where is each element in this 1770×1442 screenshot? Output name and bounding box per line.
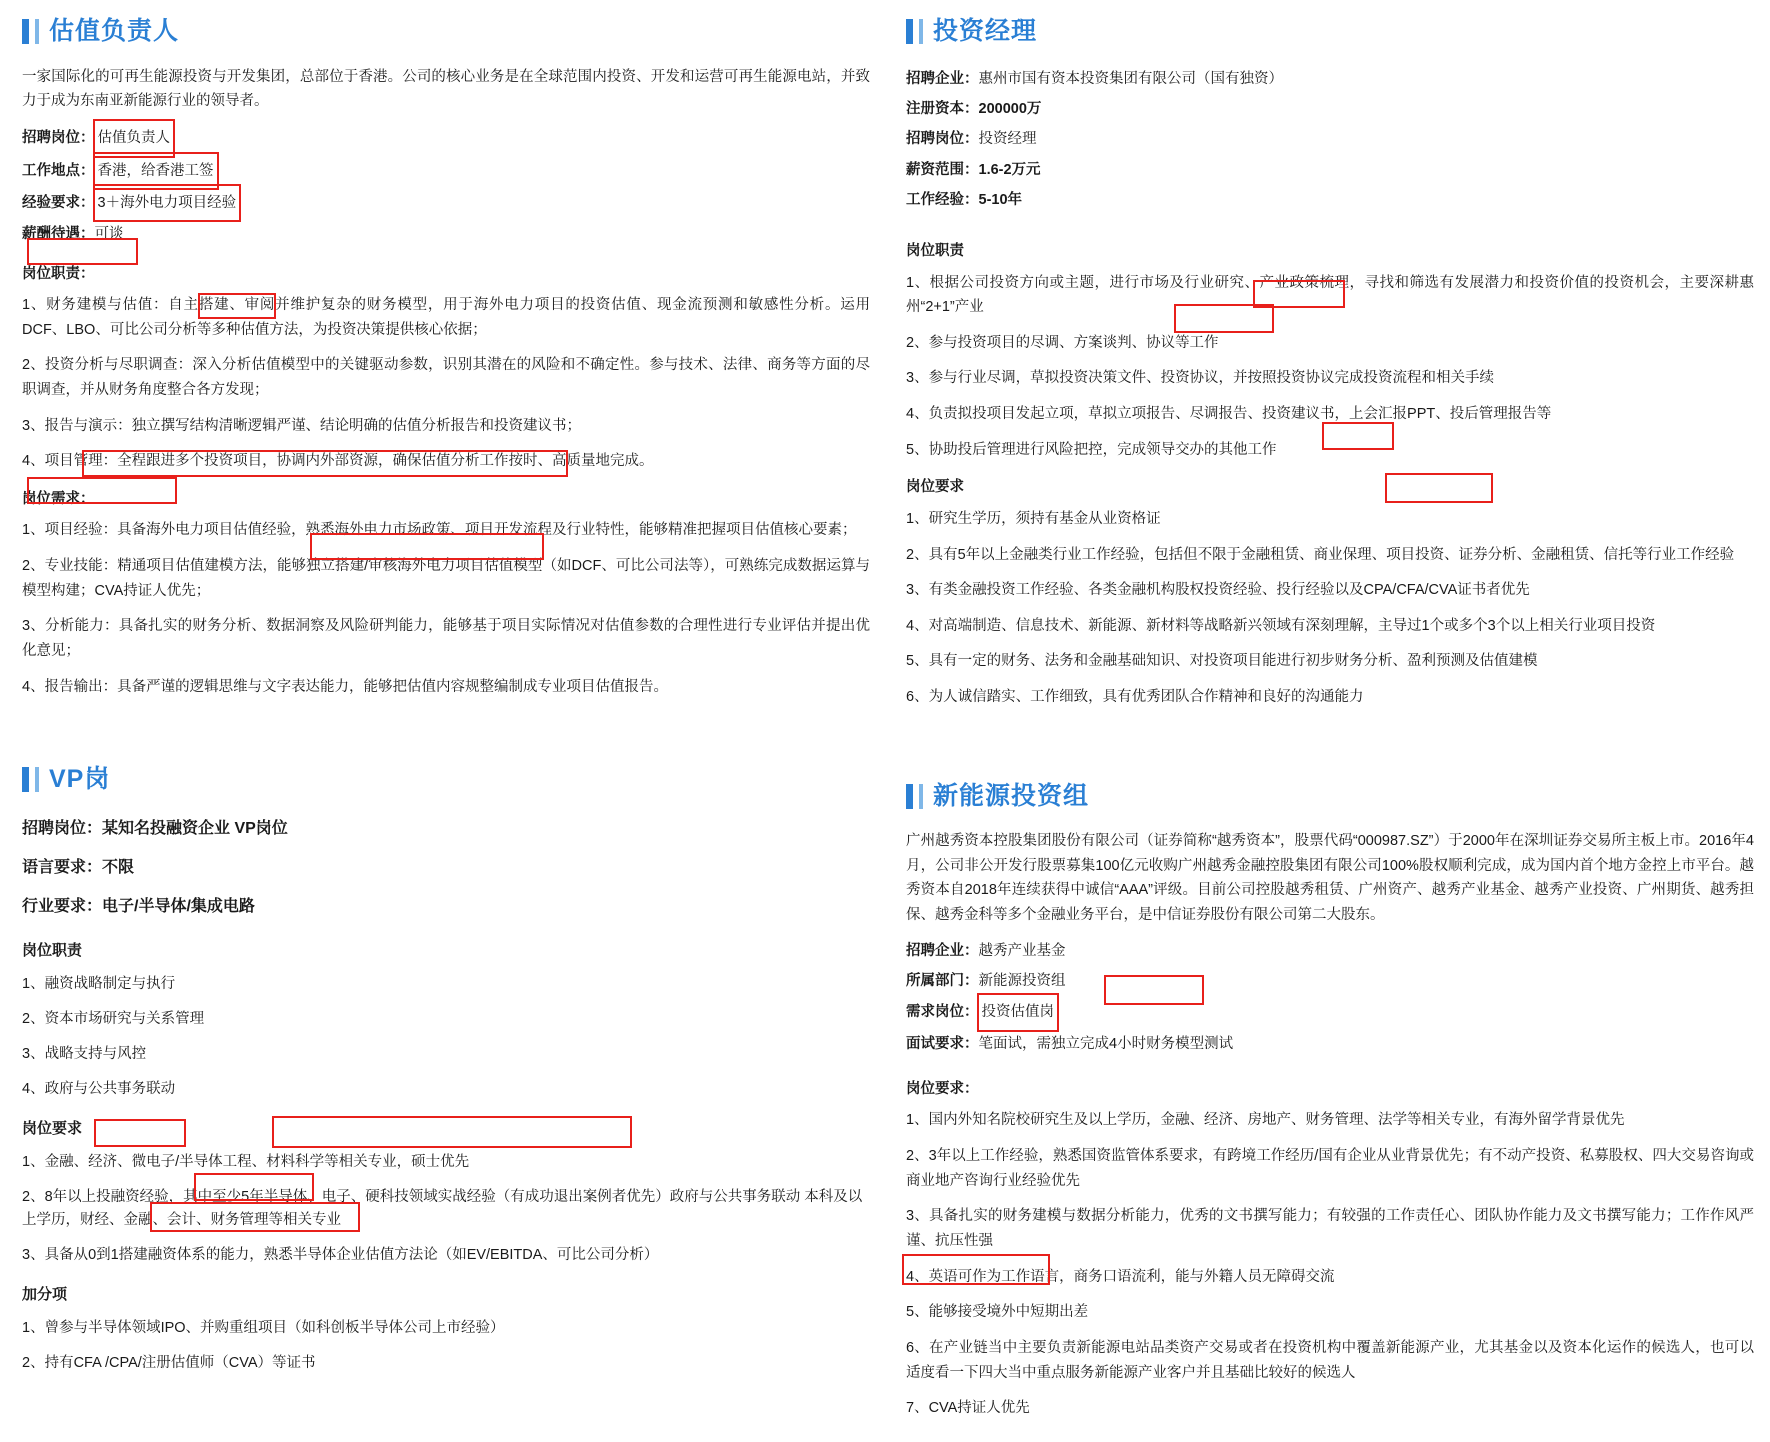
field-label: 需求岗位： <box>906 1004 979 1021</box>
requirement-item: 1、金融、经济、微电子/半导体工程、材料科学等相关专业，硕士优先 <box>22 1153 470 1170</box>
field-value: 笔面试，需独立完成4小时财务模型测试 <box>978 1035 1234 1052</box>
field-value-highlighted: 3＋海外电力项目经验 <box>95 188 240 218</box>
duties-heading: 岗位职责 <box>906 243 964 260</box>
duty-item: 2、投资分析与尽职调查：深入分析估值模型中的关键驱动参数，识别其潜在的风险和不确定性。参与技术、法律、商务等方面的尽职调查，并从财务角度整合各方发现； <box>22 357 870 398</box>
duty-item: 1、根据公司投资方向或主题，进行市场及行业研究、产业政策梳理，寻找和筛选有发展潜力和投资价值的投资机会，主要深耕惠州“2+1”产业 <box>906 274 1754 316</box>
left-column <box>14 8 876 1432</box>
field-value-highlighted: 投资估值岗 <box>979 997 1058 1027</box>
heading-accent-bar-secondary <box>919 19 923 44</box>
field-value: 惠州市国有资本投资集团有限公司（国有独资） <box>978 70 1283 87</box>
bonus-heading: 加分项 <box>22 1286 68 1304</box>
field-row-location <box>22 156 870 186</box>
bonus-item: 2、持有CFA /CPA/注册估值师（CVA）等证书 <box>22 1354 316 1371</box>
panel-investment-manager <box>898 8 1760 721</box>
field-label: 招聘企业： <box>906 70 979 87</box>
duty-item: 5、协助投后管理进行风险把控，完成领导交办的其他工作 <box>906 441 1277 458</box>
field-row-position <box>22 123 870 153</box>
requirement-item: 1、国内外知名院校研究生及以上学历，金融、经济、房地产、财务管理、法学等相关专业，有海外留学背景优先 <box>906 1112 1625 1129</box>
field-row-salary <box>22 220 870 248</box>
field-label: 经验要求： <box>22 195 95 211</box>
requirement-item: 3、具备从0到1搭建融资体系的能力，熟悉半导体企业估值方法论（如EV/EBITDA、可比公司分析） <box>22 1247 659 1264</box>
requirements-heading: 岗位要求： <box>906 1080 979 1097</box>
field-value: 电子/半导体/集成电路 <box>102 897 255 915</box>
field-label: 面试要求： <box>906 1035 979 1052</box>
field-row-company <box>906 937 1754 965</box>
duty-item: 1、财务建模与估值：自主搭建、审阅并维护复杂的财务模型，用于海外电力项目的投资估值、现金流预测和敏感性分析。运用DCF、LBO、可比公司分析等多种估值方法，为投资决策提供核心依据； <box>22 297 870 338</box>
field-label: 薪资范围： <box>906 161 979 178</box>
duties-heading: 岗位职责 <box>22 942 83 960</box>
requirement-item: 2、8年以上投融资经验，其中至少5年半导体、电子、硬科技领域实战经验（有成功退出案例者优先）政府与公共事务联动 本科及以上学历，财经、金融、会计、财务管理等相关专业 <box>22 1188 863 1228</box>
field-value: 5-10年 <box>978 191 1023 208</box>
company-intro: 广州越秀资本控股集团股份有限公司（证券简称“越秀资本”，股票代码“000987.SZ”）于2000年在深圳证券交易所主板上市。2016年4月，公司非公开发行股票募集100亿元收购广州越秀金融控股集团有限公司100%股权顺利完成，成为国内首个地方金控上市平台。越秀资本自2018年连续获得中诚信“AAA”评级。目前公司控股越秀租赁、广州资产、越秀产业基金、越秀产业投资、广州期货、越秀担保、越秀金科等多个金融业务平台，是中信证券股份有限公司第二大股东。 <box>906 833 1754 923</box>
duty-item: 3、战略支持与风控 <box>22 1045 147 1062</box>
field-label: 工作地点： <box>22 162 95 179</box>
field-row-experience <box>906 186 1754 214</box>
requirement-item: 3、有类金融投资工作经验、各类金融机构股权投资经验、投行经验以及CPA/CFA/CVA证书者优先 <box>906 582 1530 599</box>
field-row-department <box>906 967 1754 995</box>
field-label: 工作经验： <box>906 191 979 208</box>
field-label: 行业要求： <box>22 897 103 915</box>
requirement-item: 2、3年以上工作经验，熟悉国资监管体系要求，有跨境工作经历/国有企业从业背景优先；有不动产投资、私募股权、四大交易咨询或商业地产咨询行业经验优先 <box>906 1148 1754 1189</box>
field-value: 越秀产业基金 <box>978 942 1066 959</box>
field-row-salary <box>906 156 1754 184</box>
duties-heading: 岗位职责： <box>22 265 95 282</box>
heading-accent-bar <box>906 19 913 44</box>
bonus-item: 1、曾参与半导体领域IPO、并购重组项目（如科创板半导体公司上市经验） <box>22 1319 505 1336</box>
heading-accent-bar-secondary <box>35 767 39 792</box>
section-heading-new-energy <box>906 777 1754 816</box>
field-value: 新能源投资组 <box>978 973 1066 990</box>
field-value: 某知名投融资企业 VP岗位 <box>102 819 288 837</box>
section-title-text: VP岗 <box>49 765 111 794</box>
requirement-item: 2、专业技能：精通项目估值建模方法，能够独立搭建/审核海外电力项目估值模型（如DCF、可比公司法等），可熟练完成数据运算与模型构建；CVA持证人优先； <box>22 557 870 599</box>
heading-accent-bar <box>906 784 913 809</box>
field-value: 投资经理 <box>978 131 1037 148</box>
requirement-item: 1、研究生学历，须持有基金从业资格证 <box>906 510 1161 527</box>
requirement-item: 7、CVA持证人优先 <box>906 1400 1030 1417</box>
requirement-item: 6、为人诚信踏实、工作细致，具有优秀团队合作精神和良好的沟通能力 <box>906 689 1364 706</box>
field-label: 薪酬待遇： <box>22 226 95 243</box>
field-row-experience <box>22 188 870 218</box>
field-value: 可谈 <box>94 226 124 243</box>
field-value: 1.6-2万元 <box>978 161 1041 178</box>
field-value-highlighted: 香港，给香港工签 <box>95 156 217 186</box>
section-heading-valuation-lead <box>22 12 870 51</box>
requirement-item: 1、项目经验：具备海外电力项目估值经验，熟悉海外电力市场政策、项目开发流程及行业特性，能够精准把握项目估值核心要素； <box>22 522 857 539</box>
duty-item: 2、资本市场研究与关系管理 <box>22 1010 205 1027</box>
field-row-interview <box>906 1030 1754 1058</box>
requirement-item: 5、能够接受境外中短期出差 <box>906 1304 1089 1321</box>
requirement-item: 3、具备扎实的财务建模与数据分析能力，优秀的文书撰写能力；有较强的工作责任心、团队协作能力及文书撰写能力；工作作风严谨、抗压性强 <box>906 1208 1754 1249</box>
requirement-item: 3、分析能力：具备扎实的财务分析、数据洞察及风险研判能力，能够基于项目实际情况对估值参数的合理性进行专业评估并提出优化意见； <box>22 618 870 659</box>
field-value: 200000万 <box>978 101 1042 118</box>
requirement-item: 6、在产业链当中主要负责新能源电站品类资产交易或者在投资机构中覆盖新能源产业，尤其基金以及资本化运作的候选人，也可以适度看一下四大当中重点服务新能源产业客户并且基础比较好的候选人 <box>906 1339 1754 1381</box>
requirements-heading: 岗位要求 <box>906 479 964 496</box>
field-row-position <box>906 997 1754 1027</box>
section-heading-vp <box>22 760 870 799</box>
field-label: 注册资本： <box>906 101 979 118</box>
section-title-text: 新能源投资组 <box>933 781 1090 810</box>
duty-item: 4、项目管理：全程跟进多个投资项目，协调内外部资源，确保估值分析工作按时、高质量地完成。 <box>22 453 654 470</box>
field-row-industry <box>22 891 870 924</box>
field-value: 不限 <box>102 858 135 876</box>
duty-item: 3、报告与演示：独立撰写结构清晰逻辑严谨、结论明确的估值分析报告和投资建议书； <box>22 417 582 434</box>
requirement-item: 4、英语可作为工作语言，商务口语流利，能与外籍人员无障碍交流 <box>906 1268 1335 1285</box>
section-title-text: 投资经理 <box>933 17 1038 45</box>
field-row-language <box>22 852 870 885</box>
panel-new-energy <box>898 773 1760 1432</box>
duty-item: 1、融资战略制定与执行 <box>22 975 176 992</box>
panel-vp <box>14 756 876 1387</box>
field-row-position <box>22 813 870 846</box>
duty-item: 3、参与行业尽调，草拟投资决策文件、投资协议，并按照投资协议完成投资流程和相关手续 <box>906 370 1495 387</box>
field-row-capital <box>906 95 1754 123</box>
requirements-heading: 岗位需求： <box>22 490 95 507</box>
field-label: 招聘岗位： <box>22 130 95 147</box>
requirement-item: 5、具有一定的财务、法务和金融基础知识、对投资项目能进行初步财务分析、盈利预测及估值建模 <box>906 653 1538 670</box>
field-label: 招聘岗位： <box>22 819 103 837</box>
panel-valuation-lead <box>14 8 876 710</box>
field-label: 语言要求： <box>22 858 103 876</box>
heading-accent-bar-secondary <box>35 19 39 44</box>
duty-item: 4、负责拟投项目发起立项，草拟立项报告、尽调报告、投资建议书，上会汇报PPT、投后管理报告等 <box>906 406 1552 423</box>
field-label: 所属部门： <box>906 973 979 990</box>
requirement-item: 2、具有5年以上金融类行业工作经验，包括但不限于金融租赁、商业保理、项目投资、证券分析、金融租赁、信托等行业工作经验 <box>906 546 1735 563</box>
company-intro: 一家国际化的可再生能源投资与开发集团，总部位于香港。公司的核心业务是在全球范围内投资、开发和运营可再生能源电站，并致力于成为东南亚新能源行业的领导者。 <box>22 68 870 110</box>
field-label: 招聘岗位： <box>906 131 979 148</box>
duty-item: 2、参与投资项目的尽调、方案谈判、协议等工作 <box>906 334 1219 351</box>
field-value-highlighted: 估值负责人 <box>95 123 174 153</box>
field-label: 招聘企业： <box>906 942 979 959</box>
heading-accent-bar <box>22 19 29 44</box>
heading-accent-bar-secondary <box>919 784 923 809</box>
section-title-text: 估值负责人 <box>49 17 180 45</box>
requirement-item: 4、报告输出：具备严谨的逻辑思维与文字表达能力，能够把估值内容规整编制成专业项目估值报告。 <box>22 678 669 695</box>
section-heading-investment-manager <box>906 12 1754 51</box>
heading-accent-bar <box>22 767 29 792</box>
field-row-company <box>906 65 1754 93</box>
duty-item: 4、政府与公共事务联动 <box>22 1081 176 1098</box>
requirement-item: 4、对高端制造、信息技术、新能源、新材料等战略新兴领域有深刻理解，主导过1个或多个3个以上相关行业项目投资 <box>906 617 1656 634</box>
requirements-heading: 岗位要求 <box>22 1120 83 1138</box>
right-column <box>898 8 1760 1432</box>
field-row-position <box>906 125 1754 153</box>
